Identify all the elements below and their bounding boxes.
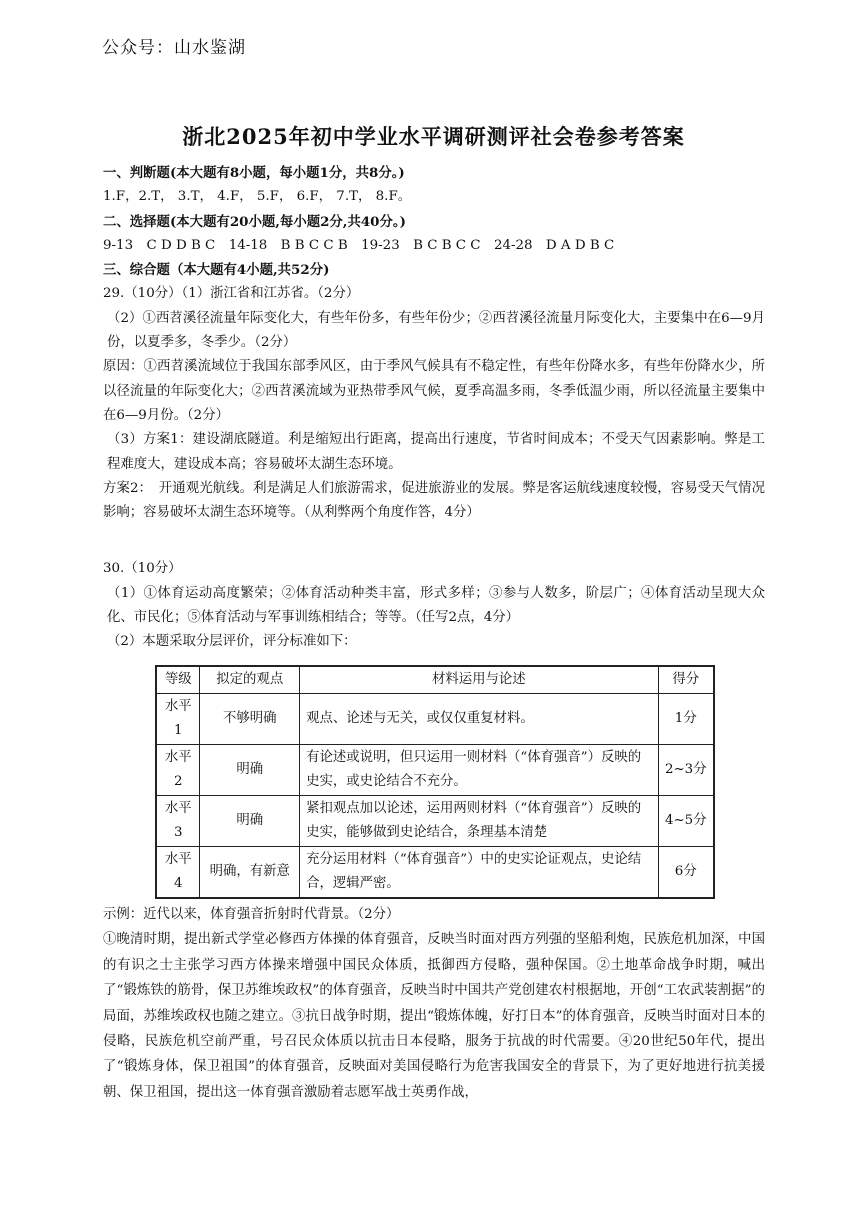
q29-line4: （3）方案1：建设湖底隧道。利是缩短出行距离，提高出行速度，节省时间成本；不受天气因素影响。弊是工程难度大，建设成本高；容易破坏太湖生态环境。 — [107, 432, 765, 472]
answer-content — [103, 161, 765, 655]
score-cell: 2~3分 — [658, 745, 714, 796]
table-row — [156, 694, 714, 745]
view-cell: 明确，有新意 — [200, 847, 300, 899]
header-level: 等级 — [156, 666, 200, 694]
example-line2: ①晚清时期，提出新式学堂必修西方体操的体育强音，反映当时面对西方列强的坚船利炮，民族危机加深，中国的有识之士主张学习西方体操来增强中国民众体质，抵御西方侵略，强种保国。②土地革命战争时期，喊出了“锻炼铁的筋骨，保卫苏维埃政权”的体育强音，反映当时中国共产党创建农村根据地，开创“工农武装割据”的局面，苏维埃政权也随之建立。③抗日战争时期，提出“锻炼体魄，好打日本”的体育强音，反映当时面对日本的侵略，民族危机空前严重，号召民众体质以抗击日本侵略，服务于抗战的时代需要。④20世纪50年代，提出了“锻炼身体，保卫祖国”的体育强音，反映面对美国侵略行为危害我国安全的背景下，为了更好地进行抗美援朝、保卫祖国，提出这一体育强音激励着志愿军战士英勇作战， — [103, 932, 765, 1100]
example-answer — [103, 902, 765, 1105]
level-cell: 水平4 — [156, 847, 200, 899]
q29-line1: 29.（10分）（1）浙江省和江苏省。（2分） — [103, 286, 360, 302]
score-cell: 4~5分 — [658, 796, 714, 847]
desc-cell: 有论述或说明，但只运用一则材料（“体育强音”）反映的史实，或史论结合不充分。 — [300, 745, 658, 796]
example-line1: 示例：近代以来，体育强音折射时代背景。（2分） — [103, 907, 400, 922]
desc-cell: 充分运用材料（“体育强音”）中的史实论证观点，史论结合，逻辑严密。 — [300, 847, 658, 899]
grading-table — [155, 665, 715, 899]
q30-line2: （1）①体育运动高度繁荣；②体育活动种类丰富，形式多样；③参与人数多，阶层广；④体育活动呈现大众化、市民化；⑤体育活动与军事训练相结合；等等。（任写2点，4分） — [107, 585, 765, 626]
level-cell: 水平3 — [156, 796, 200, 847]
score-cell: 1分 — [658, 694, 714, 745]
view-cell: 明确 — [200, 796, 300, 847]
section1-answers: 1.F，2.T， 3.T， 4.F， 5.F， 6.F， 7.T， 8.F。 — [103, 189, 412, 205]
score-cell: 6分 — [658, 847, 714, 899]
grading-table-header-row — [156, 666, 714, 694]
section3-heading: 三、综合题（本大题有4小题,共52分) — [103, 262, 330, 279]
desc-cell: 观点、论述与无关，或仅仅重复材料。 — [300, 694, 658, 745]
spacer — [103, 525, 765, 557]
table-row — [156, 847, 714, 899]
header-score: 得分 — [658, 666, 714, 694]
table-row — [156, 745, 714, 796]
q29-line5: 方案2： 开通观光航线。利是满足人们旅游需求，促进旅游业的发展。弊是客运航线速度较慢，容易受天气情况影响；容易破坏太湖生态环境等。（从利弊两个角度作答，4分） — [103, 480, 765, 521]
section2-answers: 9-13 C D D B C 14-18 B B C C B 19-23 B C B C C 24-28 D A D B C — [103, 237, 615, 253]
q30-line3: （2）本题采取分层评价，评分标准如下： — [107, 634, 357, 650]
page-title: 浙北2025年初中学业水平调研测评社会卷参考答案 — [182, 124, 685, 149]
section1-heading: 一、判断题(本大题有8小题，每小题1分，共8分。) — [103, 165, 405, 181]
desc-cell: 紧扣观点加以论述，运用两则材料（“体育强音”）反映的史实，能够做到史论结合，条理基本清楚 — [300, 796, 658, 847]
level-cell: 水平2 — [156, 745, 200, 796]
q30-line1: 30.（10分） — [103, 561, 182, 577]
q29-line3: 原因：①西苕溪流域位于我国东部季风区，由于季风气候具有不稳定性，有些年份降水多，有些年份降水少，所以径流量的年际变化大；②西苕溪流域为亚热带季风气候，夏季高温多雨，冬季低温少雨，所以径流量主要集中在6—9月份。（2分） — [103, 359, 765, 423]
table-row — [156, 796, 714, 847]
header-note: 公众号：山水鉴湖 — [102, 38, 246, 58]
q29-line2: （2）①西苕溪径流量年际变化大，有些年份多，有些年份少；②西苕溪径流量月际变化大，主要集中在6—9月份，以夏季多，冬季少。（2分） — [107, 310, 765, 351]
header-desc: 材料运用与论述 — [300, 666, 658, 694]
view-cell: 明确 — [200, 745, 300, 796]
view-cell: 不够明确 — [200, 694, 300, 745]
level-cell: 水平1 — [156, 694, 200, 745]
header-view: 拟定的观点 — [200, 666, 300, 694]
section2-heading: 二、选择题(本大题有20小题,每小题2分,共40分。) — [103, 213, 406, 230]
